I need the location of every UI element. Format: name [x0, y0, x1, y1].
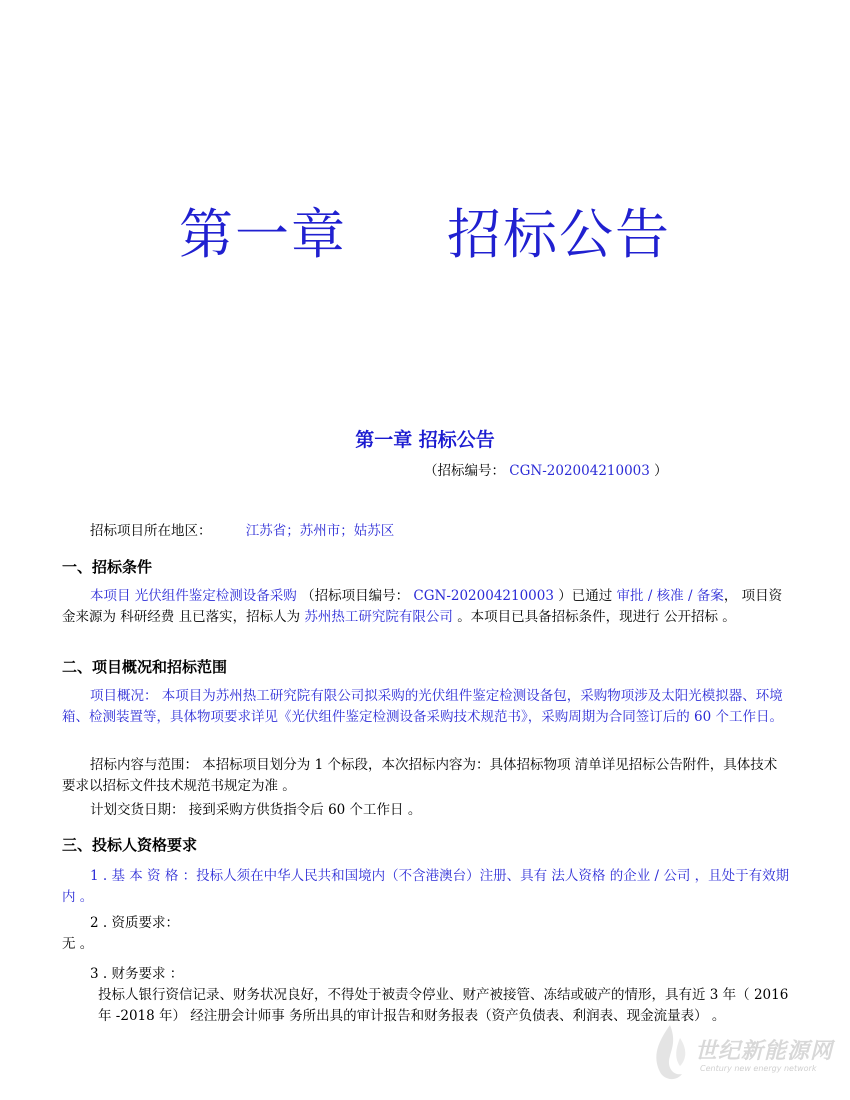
approval-type: 审批 / 核准 / 备案	[616, 588, 724, 604]
s1-text-n: 。	[722, 609, 736, 625]
project-overview-text: 项目概况： 本项目为苏州热工研究院有限公司拟采购的光伏组件鉴定检测设备包，采购物项涉及太阳光模拟器、环境箱、检测装置等，具体物项要求详见《光伏组件鉴定检测设备采购技术规范书》，采购周期为合同签订后的 60 个工作日。	[62, 688, 784, 725]
project-overview	[62, 686, 790, 728]
bid-scope	[62, 755, 790, 797]
cover-title-left: 第一章	[179, 203, 347, 266]
basic-qualification-text: 1 . 基 本 资 格 ：投标人须在中华人民共和国境内（不含港澳台）注册、具有 法人资格 的企业 / 公司 ，且处于有效期内 。	[62, 868, 790, 905]
s1-text-c: （招标项目编号：	[301, 588, 410, 604]
watermark-subtext: Century new energy network	[700, 1064, 817, 1073]
s1-text-g: ，	[723, 588, 738, 604]
bid-number-prefix: （招标编号：	[424, 463, 505, 479]
qualification-req-value: 无 。	[62, 936, 94, 952]
cover-title-right: 招标公告	[447, 203, 671, 266]
bid-number-suffix: ）	[654, 463, 668, 479]
location-label: 招标项目所在地区：	[90, 523, 212, 539]
watermark-logo	[640, 1020, 845, 1090]
financial-req-text: 投标人银行资信记录、财务状况良好，不得处于被责令停业、财产被接管、冻结或破产的情形，具有近 3 年（ 2016 年 -2018 年） 经注册会计师事 务所出具的审计报告和财务报表（资产负债表、利润表、现金流量表） 。	[98, 987, 789, 1024]
bid-number: CGN-202004210003	[509, 463, 650, 479]
qualification-req	[62, 913, 790, 955]
watermark-text: 世纪新能源网	[695, 1039, 834, 1064]
s1-text-e: ）已通过	[558, 588, 613, 604]
section3-heading: 三、投标人资格要求	[62, 836, 198, 854]
s1-text-a: 本项目	[90, 588, 131, 604]
qualification-req-label: 2 . 资质要求：	[90, 915, 179, 931]
notice-title: 第一章 招标公告	[355, 429, 495, 451]
flame-logo-icon	[640, 1020, 700, 1090]
s1-text-j: 且已落实，招标人为	[178, 609, 301, 625]
basic-qualification	[62, 866, 790, 908]
s1-text-h: 项目资金来源为	[62, 588, 783, 625]
tenderer-name: 苏州热工研究院有限公司	[304, 609, 453, 625]
bid-number-line	[424, 459, 668, 479]
section1-paragraph	[62, 586, 790, 628]
delivery-date	[62, 800, 790, 821]
s1-project-no: CGN-202004210003	[413, 588, 554, 604]
bid-method: 公开招标	[663, 609, 718, 625]
cover-title	[0, 192, 850, 269]
delivery-date-text: 计划交货日期： 接到采购方供货指令后 60 个工作日 。	[90, 802, 422, 818]
location-value: 江苏省；苏州市；姑苏区	[245, 523, 395, 539]
project-name: 光伏组件鉴定检测设备采购	[134, 588, 297, 604]
section1-heading: 一、招标条件	[62, 558, 153, 576]
financial-req-label: 3 . 财务要求 ：	[90, 966, 184, 982]
financial-req	[62, 964, 790, 1027]
section2-heading: 二、项目概况和招标范围	[62, 658, 228, 676]
location-line	[90, 521, 394, 542]
funding-source: 科研经费	[120, 609, 175, 625]
s1-text-l: 。本项目已具备招标条件，现进行	[457, 609, 660, 625]
bid-scope-text: 招标内容与范围： 本招标项目划分为 1 个标段，本次招标内容为：具体招标物项 清单详见招标公告附件，具体技术要求以招标文件技术规范书规定为准 。	[62, 757, 778, 794]
